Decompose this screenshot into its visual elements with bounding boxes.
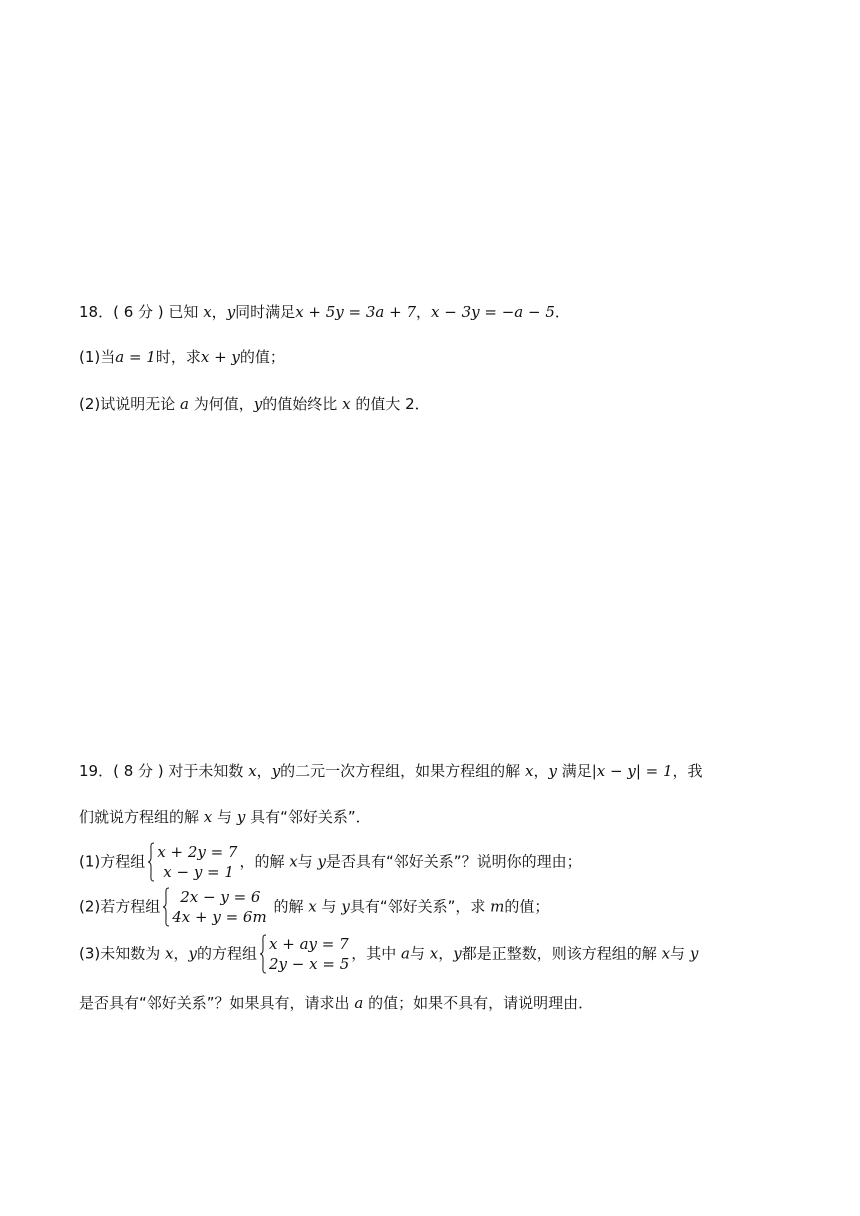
q19-p1-x: x bbox=[289, 852, 298, 871]
q18-p1-math2: x + y bbox=[200, 348, 240, 366]
q18-cond-text: 同时满足 bbox=[235, 303, 296, 321]
q19-p1-equation-system bbox=[147, 842, 237, 882]
q18-part2 bbox=[79, 393, 430, 415]
q18-p2-x: x bbox=[342, 395, 351, 413]
q19-p3-line2-text2: 的值；如果不具有，请说明理由． bbox=[368, 994, 594, 1012]
q19-p3-label: (3)未知数为 bbox=[79, 944, 161, 963]
q18-part1 bbox=[79, 346, 285, 368]
q18-p2-text1: 为何值， bbox=[193, 395, 254, 413]
q19-var-x: x bbox=[248, 762, 257, 780]
q19-p3-eq-b: 2y − x = 5 bbox=[269, 955, 350, 973]
q18-p1-math1: a = 1 bbox=[115, 348, 156, 366]
q19-p1-eq-a: x + 2y = 7 bbox=[157, 843, 238, 861]
q18-end: ． bbox=[554, 303, 570, 321]
q18-sep: ， bbox=[211, 303, 227, 321]
q19-var-y2: y bbox=[548, 762, 557, 780]
q19-sep2: ， bbox=[533, 762, 549, 780]
q19-p3-sep: ， bbox=[173, 944, 189, 963]
q18-p1-label: (1)当 bbox=[79, 348, 116, 366]
q19-p2-eq-b: 4x + y = 6m bbox=[172, 908, 267, 926]
q19-p2-text1: 的解 bbox=[273, 897, 304, 916]
q19-header-line bbox=[79, 760, 703, 782]
q18-p1-text2: 的值； bbox=[239, 348, 285, 366]
q19-p3-text3: 都是正整数，则该方程组的解 bbox=[461, 944, 657, 963]
q19-p1-text1: ，的解 bbox=[239, 852, 285, 871]
q19-p3-with2: 与 bbox=[670, 944, 686, 963]
q19-line2-text1: 们就说方程组的解 bbox=[79, 808, 200, 826]
q18-p2-a: a bbox=[180, 395, 189, 413]
left-brace-icon bbox=[162, 887, 170, 927]
q19-p2-equation-system bbox=[162, 887, 266, 927]
q18-eq2: x − 3y = −a − 5 bbox=[431, 303, 555, 321]
q19-number-score: 19．( 8 分 ) 对于未知数 bbox=[79, 762, 244, 780]
q19-p2-with: 与 bbox=[321, 897, 337, 916]
left-brace-icon bbox=[259, 934, 267, 974]
q19-p3-sep2: ， bbox=[438, 944, 454, 963]
q19-p2-y: y bbox=[341, 897, 350, 916]
q19-p3-y: y bbox=[188, 944, 197, 963]
q18-p2-text3: 的值大 2． bbox=[355, 395, 430, 413]
q18-p1-text1: 时，求 bbox=[155, 348, 201, 366]
q19-p3-a: a bbox=[401, 944, 410, 963]
q18-eq1: x + 5y = 3a + 7 bbox=[295, 303, 417, 321]
q19-p2-m: m bbox=[490, 897, 505, 916]
q19-p3-eq-a: x + ay = 7 bbox=[269, 935, 349, 953]
q19-p3-with: 与 bbox=[410, 944, 426, 963]
q19-part3-line2 bbox=[79, 992, 593, 1014]
q18-p2-label: (2)试说明无论 bbox=[79, 395, 176, 413]
q19-var-y: y bbox=[271, 762, 281, 780]
q19-text1: 的二元一次方程组，如果方程组的解 bbox=[280, 762, 521, 780]
q19-p1-label: (1)方程组 bbox=[79, 852, 146, 871]
q18-p2-text2: 的值始终比 bbox=[262, 395, 338, 413]
q19-p2-text3: 的值； bbox=[504, 897, 550, 916]
q19-part2 bbox=[79, 887, 549, 927]
q19-p1-with: 与 bbox=[297, 852, 313, 871]
q18-p2-y: y bbox=[253, 395, 263, 413]
q19-p3-y2: y bbox=[453, 944, 462, 963]
q19-p1-text2: 是否具有“邻好关系”？说明你的理由； bbox=[326, 852, 582, 871]
q19-p3-x2: x bbox=[429, 944, 439, 963]
q18-number-score: 18．( 6 分 ) 已知 bbox=[79, 303, 199, 321]
q19-p2-eq-a: 2x − y = 6 bbox=[180, 888, 261, 906]
q19-line2-with: 与 bbox=[217, 808, 233, 826]
q19-p3-x3: x bbox=[661, 944, 671, 963]
q19-line2-x: x bbox=[203, 808, 213, 826]
q19-p3-line2-a: a bbox=[354, 994, 364, 1012]
q19-p2-x: x bbox=[308, 897, 317, 916]
q18-var-x: x bbox=[203, 303, 212, 321]
q19-p1-eq-b: x − y = 1 bbox=[163, 863, 234, 881]
q19-abs-eq: |x − y| = 1 bbox=[591, 762, 673, 780]
q18-header-line bbox=[79, 301, 570, 323]
q18-sep2: ， bbox=[416, 303, 432, 321]
q19-p2-label: (2)若方程组 bbox=[79, 897, 161, 916]
left-brace-icon bbox=[147, 842, 155, 882]
q19-part3 bbox=[79, 934, 698, 974]
q19-var-x2: x bbox=[524, 762, 534, 780]
q19-p1-y: y bbox=[317, 852, 327, 871]
q18-var-y: y bbox=[226, 303, 236, 321]
q19-line2-text2: 具有“邻好关系”． bbox=[250, 808, 371, 826]
q19-p2-text2: 具有“邻好关系”，求 bbox=[349, 897, 486, 916]
q19-part1 bbox=[79, 842, 582, 882]
q19-p3-line2-text1: 是否具有“邻好关系”？如果具有，请求出 bbox=[79, 994, 350, 1012]
q19-p3-y3: y bbox=[689, 944, 699, 963]
q19-line2-y: y bbox=[236, 808, 246, 826]
q19-text3: ，我 bbox=[672, 762, 703, 780]
q19-p3-text1: 的方程组 bbox=[197, 944, 258, 963]
q19-p3-text2: ，其中 bbox=[351, 944, 397, 963]
q19-p3-equation-system bbox=[259, 934, 349, 974]
q19-p3-x: x bbox=[165, 944, 174, 963]
q19-line2 bbox=[79, 806, 371, 828]
q19-sep: ， bbox=[256, 762, 272, 780]
q19-text2: 满足 bbox=[561, 762, 592, 780]
